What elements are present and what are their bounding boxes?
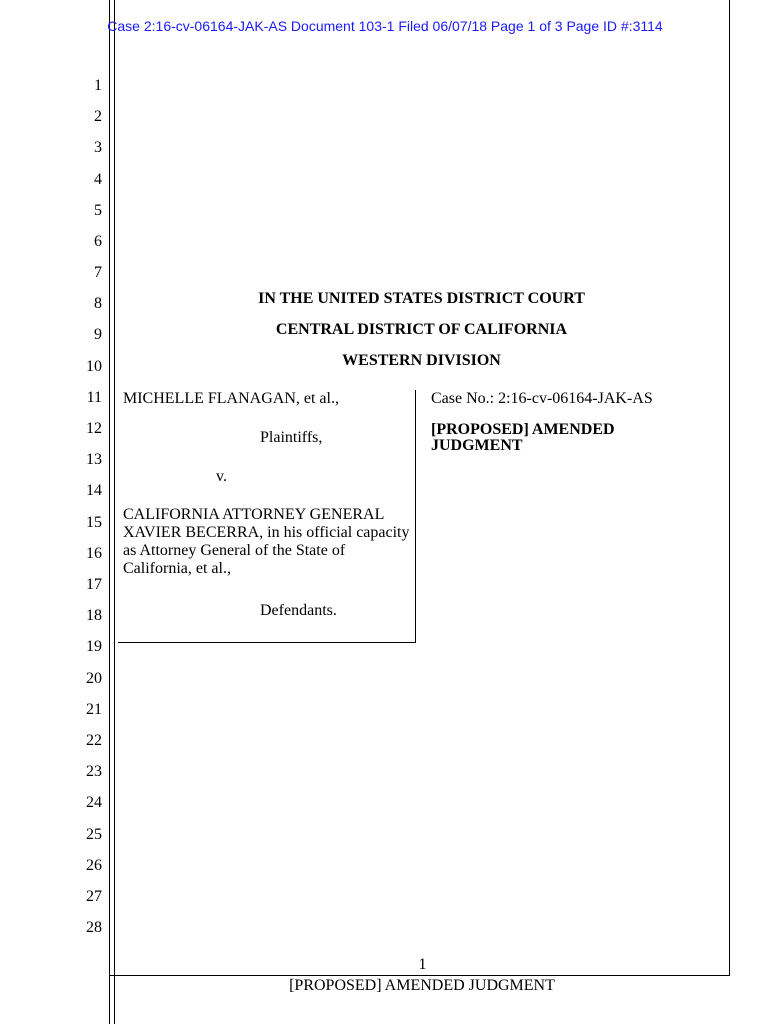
right-margin-rule (729, 0, 730, 975)
court-division: WESTERN DIVISION (342, 352, 501, 369)
line-number: 3 (94, 139, 102, 156)
line-number: 24 (86, 794, 102, 811)
document-title: [PROPOSED] AMENDED JUDGMENT (431, 421, 615, 454)
line-number: 22 (86, 732, 102, 749)
line-number: 17 (86, 576, 102, 593)
line-number: 8 (94, 295, 102, 312)
line-number: 10 (86, 358, 102, 375)
defendant-role: Defendants. (260, 602, 337, 619)
line-number: 20 (86, 670, 102, 687)
left-margin-rule-outer (109, 0, 110, 1024)
plaintiff-name: MICHELLE FLANAGAN, et al., (123, 390, 339, 407)
filing-header-stamp: Case 2:16-cv-06164-JAK-AS Document 103-1 Filed 06/07/18 Page 1 of 3 Page ID #:3114 (107, 18, 663, 34)
defendant-name: CALIFORNIA ATTORNEY GENERAL XAVIER BECERRA, in his official capacity as Attorney General of the State of California, et al., (123, 506, 410, 577)
footer-title: [PROPOSED] AMENDED JUDGMENT (289, 977, 555, 994)
left-margin-rule-inner (114, 0, 115, 1024)
line-number: 16 (86, 545, 102, 562)
line-number: 27 (86, 888, 102, 905)
line-number: 15 (86, 514, 102, 531)
line-number: 25 (86, 826, 102, 843)
line-number: 21 (86, 701, 102, 718)
court-district: CENTRAL DISTRICT OF CALIFORNIA (275, 321, 568, 338)
line-number: 28 (86, 919, 102, 936)
page-number: 1 (418, 956, 427, 973)
line-number: 7 (94, 264, 102, 281)
line-number: 5 (94, 202, 102, 219)
line-number: 4 (94, 171, 102, 188)
line-number: 18 (86, 607, 102, 624)
court-name: IN THE UNITED STATES DISTRICT COURT (258, 290, 585, 307)
line-number: 9 (94, 326, 102, 343)
line-number: 2 (94, 108, 102, 125)
line-number: 26 (86, 857, 102, 874)
line-number: 6 (94, 233, 102, 250)
case-number: Case No.: 2:16-cv-06164-JAK-AS (431, 390, 653, 407)
versus-label: v. (216, 468, 227, 485)
line-number: 12 (86, 420, 102, 437)
line-number: 23 (86, 763, 102, 780)
line-number: 19 (86, 638, 102, 655)
line-number: 13 (86, 451, 102, 468)
line-number: 11 (86, 389, 102, 406)
case-caption-box (118, 390, 416, 643)
footer-rule (109, 975, 730, 976)
line-number: 14 (86, 482, 102, 499)
line-number: 1 (94, 77, 102, 94)
plaintiff-role: Plaintiffs, (260, 429, 323, 446)
